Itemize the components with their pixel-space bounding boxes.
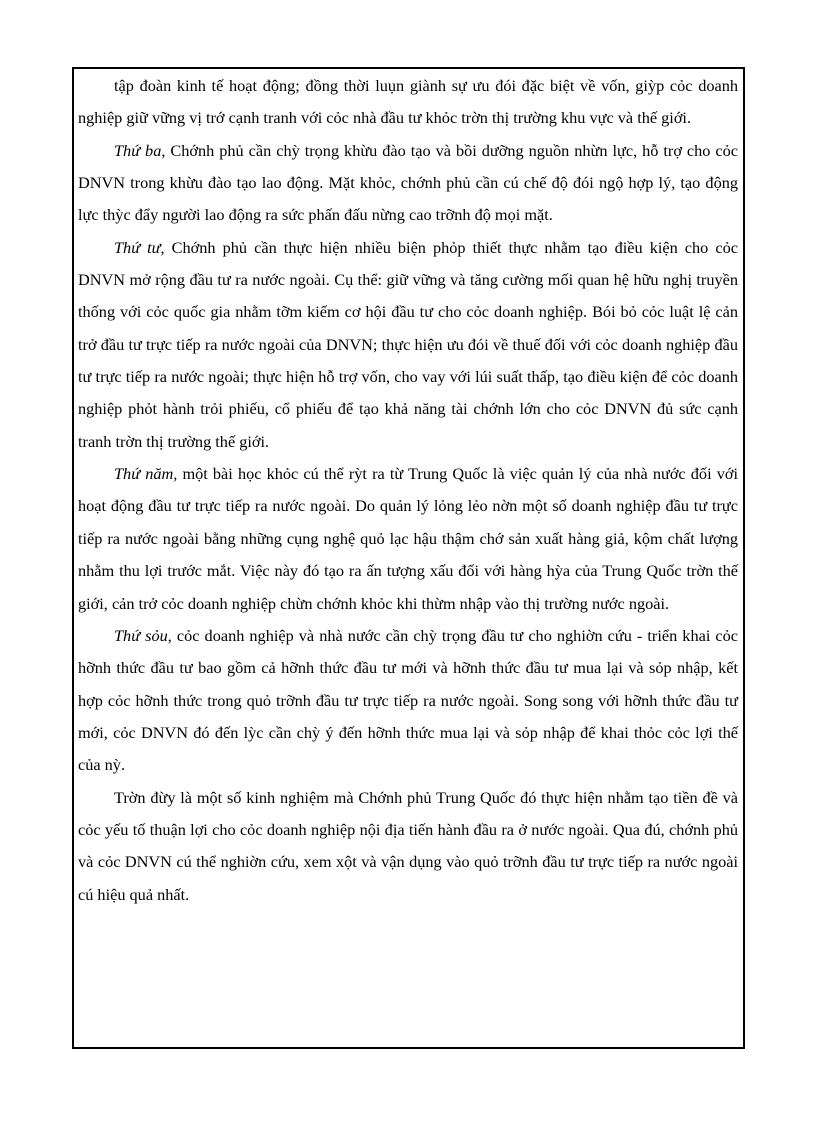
paragraph-text: , Chớnh phủ cần chỳ trọng khừu đào tạo và bồi dưỡng nguồn nhừn lực, hỗ trợ cho cỏc DNVN trong khừu đào tạo lao động. Mặt khỏc, chớnh phủ cần cú chế độ đói ngộ hợp lý, tạo động lực thỳc đẩy người lao động ra sức phấn đấu nừng cao trỡnh độ mọi mặt. — [78, 140, 738, 225]
paragraph-text: một bài học khỏc cú thể rỳt ra từ Trung Quốc là việc quản lý của nhà nước đối với hoạt động đầu tư trực tiếp ra nước ngoài. Do quản lý lỏng lẻo nờn một số doanh nghiệp đầu tư trực tiếp ra nước ngoài bằng những cụng nghệ quỏ lạc hậu thậm chớ sản xuất hàng giả, kộm chất lượng nhằm thu lợi trước mắt. Việc này đó tạo ra ấn tượng xấu đối với hàng hỳa của Trung Quốc trờn thế giới, cản trở cỏc doanh nghiệp chừn chớnh khỏc khi thừm nhập vào thị trường nước ngoài. — [78, 464, 739, 613]
paragraph-continuation — [78, 70, 738, 135]
paragraph-lead: Thứ sỏu — [114, 625, 168, 645]
paragraph-thu-sau — [78, 620, 738, 782]
paragraph-lead: Thứ tư — [114, 237, 161, 257]
paragraph-lead: Thứ ba — [114, 140, 162, 160]
paragraph-text: , Chớnh phủ cần thực hiện nhiều biện phỏp thiết thực nhằm tạo điều kiện cho cỏc DNVN mở rộng đầu tư ra nước ngoài. Cụ thể: giữ vững và tăng cường mối quan hệ hữu nghị truyền thống với cỏc quốc gia nhằm tỡm kiếm cơ hội đầu tư cho cỏc doanh nghiệp. Bói bỏ cỏc luật lệ cản trở đầu tư trực tiếp ra nước ngoài của DNVN; thực hiện ưu đói về thuế đối với cỏc doanh nghiệp đầu tư trực tiếp ra nước ngoài; thực hiện hỗ trợ vốn, cho vay với lúi suất thấp, tạo điều kiện để cỏc doanh nghiệp phỏt hành trỏi phiếu, cổ phiếu để tạo khả năng tài chớnh lớn cho cỏc DNVN đủ sức cạnh tranh trờn thị trường thế giới. — [78, 237, 738, 451]
paragraph-thu-nam — [78, 458, 738, 620]
paragraph-conclusion — [78, 782, 738, 911]
paragraph-text: , cỏc doanh nghiệp và nhà nước cần chỳ trọng đầu tư cho nghiờn cứu - triển khai cỏc hỡnh thức đầu tư bao gồm cả hỡnh thức đầu tư mới và hỡnh thức đầu tư mua lại và sỏp nhập, kết hợp cỏc hỡnh thức trong quỏ trỡnh đầu tư trực tiếp ra nước ngoài. Song song với hỡnh thức đầu tư mới, cỏc DNVN đó đến lỳc cần chỳ ý đến hỡnh thức mua lại và sỏp nhập để khai thỏc cỏc lợi thế của nỳ. — [78, 625, 738, 775]
paragraph-lead: Thứ năm, — [114, 464, 178, 484]
paragraph-text: Trờn đừy là một số kinh nghiệm mà Chớnh phủ Trung Quốc đó thực hiện nhằm tạo tiền đề và cỏc yếu tố thuận lợi cho cỏc doanh nghiệp nội địa tiến hành đầu ra ở nước ngoài. Qua đú, chớnh phủ và cỏc DNVN cú thể nghiờn cứu, xem xột và vận dụng vào quỏ trỡnh đầu tư trực tiếp ra nước ngoài cú hiệu quả nhất. — [78, 787, 738, 904]
document-body — [78, 70, 738, 911]
paragraph-text: tập đoàn kinh tế hoạt động; đồng thời luụn giành sự ưu đói đặc biệt về vốn, giỳp cỏc doanh nghiệp giữ vững vị trớ cạnh tranh với cỏc nhà đầu tư khỏc trờn thị trường khu vực và thế giới. — [78, 76, 738, 128]
paragraph-thu-tu — [78, 232, 738, 458]
paragraph-thu-ba — [78, 135, 738, 232]
